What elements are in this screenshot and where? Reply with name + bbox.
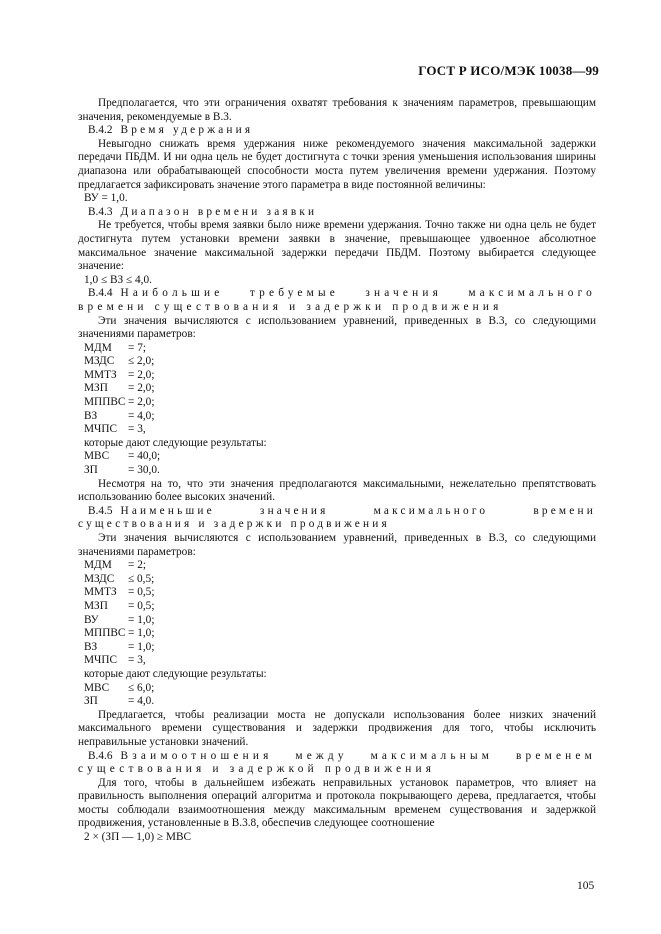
result-row [78,695,596,709]
results-intro: которые дают следующие результаты: [84,436,267,449]
parameter-row [78,586,596,600]
section-title: Взаимоотношения между максимальным временем существования и задержкой продвижения [78,749,596,776]
parameter-value: = 3, [128,423,146,436]
section-number: В.4.4 [88,287,113,300]
section-number: В.4.2 [88,124,113,137]
section-number: В.4.6 [88,749,113,762]
result-name: ЗП [84,695,98,708]
result-value: = 40,0; [128,450,161,463]
parameter-value: = 1,0; [128,640,155,653]
section-title: Диапазон времени заявки [120,205,318,218]
page-content [78,97,596,845]
parameter-value: = 0,5; [128,586,155,599]
result-name: ЗП [84,464,98,477]
parameter-row [78,423,596,437]
parameter-name: МЗДС [84,355,115,368]
parameter-value: ≤ 0,5; [128,572,155,585]
paragraph: Эти значения вычисляются с использованием уравнений, приведенных в В.3, со следующими значениями параметров: [78,314,596,341]
formula: ВУ = 1,0. [84,192,128,205]
result-value: ≤ 6,0; [128,681,155,694]
result-row [78,464,596,478]
parameter-row [78,342,596,356]
parameter-row [78,410,596,424]
parameter-value: = 4,0; [128,409,155,422]
parameter-row [78,369,596,383]
paragraph: Предполагается, что эти ограничения охватят требования к значениям параметров, превышающим значения, рекомендуемые в В.3. [78,97,596,123]
parameter-name: МППВС [84,396,126,409]
section-heading-b46 [78,750,596,777]
parameter-value: = 2,0; [128,382,155,395]
parameter-value: = 7; [128,341,146,354]
parameter-name: МЧПС [84,654,118,667]
parameter-row [78,654,596,668]
parameter-list [78,559,596,668]
parameter-value: = 1,0; [128,613,155,626]
parameter-row [78,355,596,369]
parameter-value: = 2,0; [128,396,155,409]
parameter-row [78,559,596,573]
paragraph: Эти значения вычисляются с использованием уравнений, приведенных в В.3, со следующими значениями параметров: [78,532,596,558]
parameter-row [78,396,596,410]
section-number: В.4.5 [88,504,113,517]
page-number: 105 [577,880,595,892]
section-title: Наименьшие значения максимального времени существования и задержки продвижения [78,504,596,531]
parameter-value: = 2,0; [128,368,155,381]
result-value: = 4,0. [128,695,155,708]
parameter-name: МДМ [84,341,112,354]
section-heading-b42 [78,124,596,138]
results-intro: которые дают следующие результаты: [84,667,267,680]
parameter-value: ≤ 2,0; [128,355,155,368]
parameter-name: МЧПС [84,423,118,436]
parameter-name: МЗДС [84,572,115,585]
section-title: Время удержания [120,124,254,137]
parameter-value: = 1,0; [128,627,155,640]
paragraph: Не требуется, чтобы время заявки было ниже времени удержания. Точно также ни одна цель не будет достигнута путем установки времени заявки в значение, превышающее удвоенное абсолютное максимальное значение максимальной задержки передачи ПБДМ. Поэтому выбирается следующее значение: [78,219,596,273]
parameter-name: МЗП [84,382,108,395]
parameter-row [78,641,596,655]
parameter-name: МДМ [84,559,112,572]
parameter-value: = 2; [128,559,146,572]
result-list [78,450,596,477]
parameter-name: ВУ [84,613,99,626]
paragraph: Предлагается, чтобы реализации моста не допускали использования более низких значений максимального времени существования и задержки продвижения для того, чтобы исключить неправильные установки значений. [78,708,596,748]
result-row [78,450,596,464]
page-header: ГОСТ Р ИСО/МЭК 10038—99 [418,63,599,78]
result-name: МВС [84,681,110,694]
section-heading-b45 [78,505,596,532]
parameter-list [78,342,596,437]
paragraph: Для того, чтобы в дальнейшем избежать неправильных установок параметров, что влияет на правильность выполнения операций алгоритма и протокола покрывающего дерева, предлагается, чтобы мосты соблюдали взаимоотношения между максимальным временем существования и задержкой продвижения, установленные в В.3.8, обеспечив следующее соотношение [78,776,596,830]
result-list [78,682,596,709]
result-name: МВС [84,450,110,463]
parameter-row [78,600,596,614]
parameter-name: ММТЗ [84,368,117,381]
parameter-value: = 0,5; [128,599,155,612]
parameter-name: МЗП [84,599,108,612]
formula: 2 × (ЗП — 1,0) ≥ МВС [84,831,192,844]
section-number: В.4.3 [88,205,113,218]
parameter-row [78,614,596,628]
section-heading-b43 [78,206,596,220]
paragraph: Несмотря на то, что эти значения предполагаются максимальными, нежелательно препятствовать использованию более высоких значений. [78,477,596,504]
parameter-name: ММТЗ [84,586,117,599]
result-value: = 30,0. [128,464,160,477]
parameter-name: ВЗ [84,409,98,422]
parameter-name: МППВС [84,627,126,640]
parameter-row [78,627,596,641]
parameter-row [78,382,596,396]
parameter-value: = 3, [128,654,146,667]
paragraph: Невыгодно снижать время удержания ниже рекомендуемого значения максимальной задержки передачи ПБДМ. И ни одна цель не будет достигнута с точки зрения уменьшения использования ширины диапазона или обрабатывающей способности моста путем увеличения времени удержания. Поэтому предлагается зафиксировать значение этого параметра в виде постоянной величины: [78,137,596,191]
parameter-name: ВЗ [84,640,98,653]
result-row [78,682,596,696]
parameter-row [78,573,596,587]
section-heading-b44 [78,287,596,314]
section-title: Наибольшие требуемые значения максимального времени существования и задержки продвижения [78,287,596,313]
formula: 1,0 ≤ ВЗ ≤ 4,0. [84,273,152,286]
